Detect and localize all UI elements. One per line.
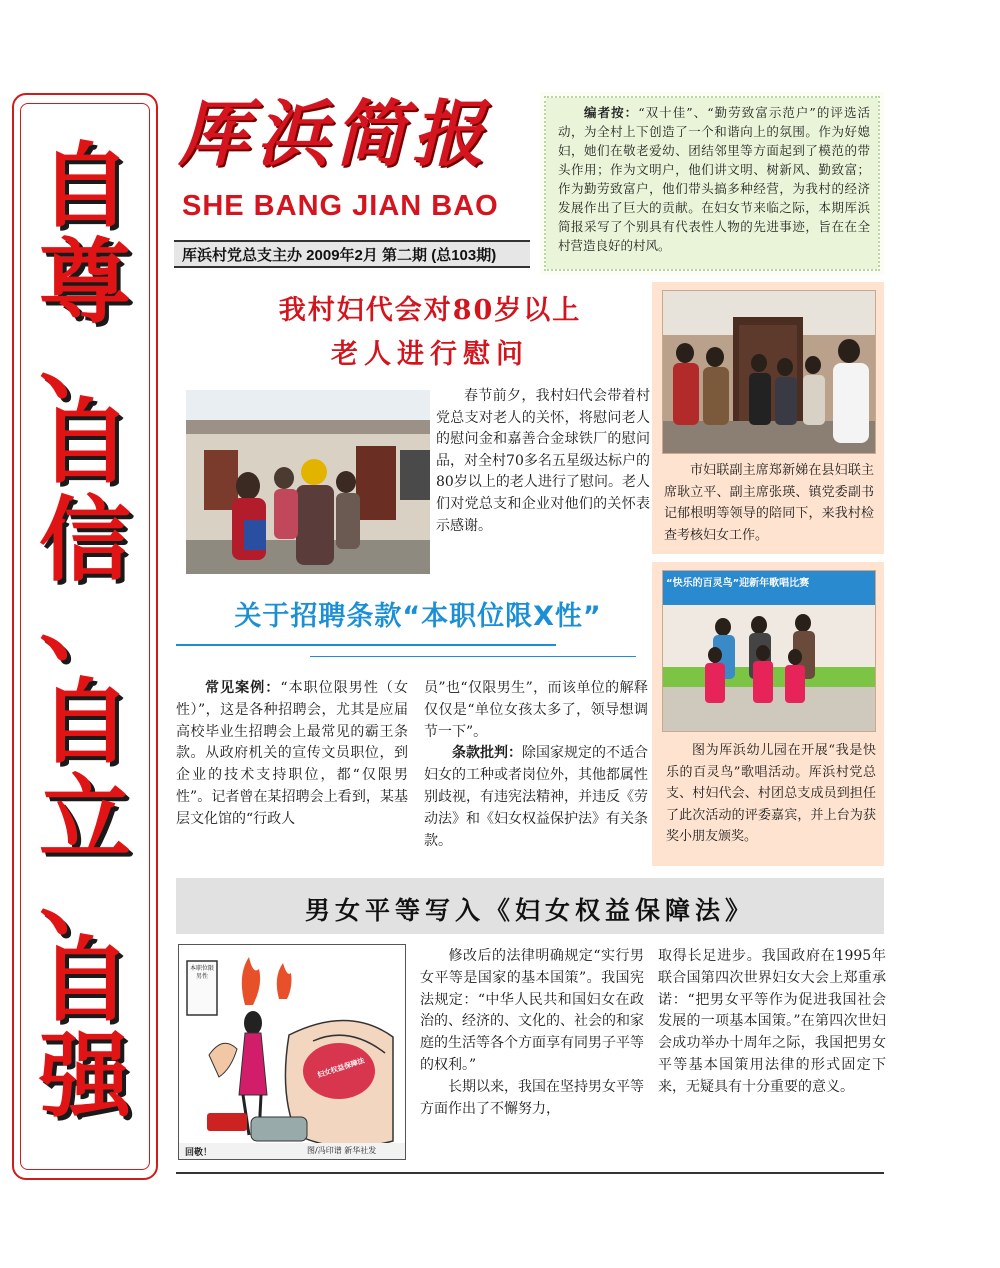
- article1-title-line2: 老人进行慰问: [331, 339, 529, 370]
- motto-char: 、: [38, 840, 131, 948]
- motto-char: 尊: [38, 228, 131, 336]
- motto-char: 自: [38, 388, 131, 496]
- article3-column-right: [658, 946, 886, 1099]
- elderly-visit-photo: [186, 390, 430, 574]
- case-text-part1: “本职位限男性（女性）”，这是各种招聘会，尤其是应届高校毕业生招聘会上最常见的霸王条款。从政府机关的宣传文员职位，到企业的技术支持职位，都“仅限男性”。记者曾在某招聘会上看到，某基层文化馆的“行政人: [176, 680, 408, 827]
- article1-title-line1: 我村妇代会对80岁以上: [278, 295, 582, 326]
- editor-note-label: 编者按：: [583, 105, 639, 120]
- article3-column-left: [420, 946, 644, 1120]
- case-label: 常见案例：: [204, 680, 281, 696]
- cartoon-sign-text: 本职位限男性: [189, 965, 214, 980]
- divider: [176, 644, 556, 646]
- article3-para1: [420, 946, 644, 1077]
- newspaper-title-pinyin: SHE BANG JIAN BAO: [182, 190, 499, 222]
- editor-note: [558, 103, 870, 255]
- inspection-photo: [662, 290, 876, 454]
- article3-para1-text: 修改后的法律明确规定“实行男女平等是国家的基本国策”。我国宪法规定：“中华人民共和国妇女在政治的、经济的、文化的、社会的和家庭的生活等各个方面享有同男子平等的权利。”: [420, 948, 644, 1073]
- motto-char: 、: [38, 566, 131, 674]
- cartoon-hand-text: 妇女权益保障法: [316, 1056, 366, 1080]
- motto-char: 自: [38, 668, 131, 776]
- kindergarten-caption: 图为厍浜幼儿园在开展“我是快乐的百灵鸟”歌唱活动。厍浜村党总支、村妇代会、村团总支成员到担任了此次活动的评委嘉宾，并上台为获奖小朋友颁奖。: [666, 743, 876, 844]
- issue-line: 厍浜村党总支主办 2009年2月 第二期 (总103期): [182, 247, 497, 264]
- article3-para2-text-a: 长期以来，我国在坚持男女平等方面作出了不懈努力，: [420, 1078, 644, 1117]
- motto-char: 自: [38, 926, 131, 1034]
- article2-title: 关于招聘条款“本职位限X性”: [234, 601, 602, 632]
- article2-column-left: [176, 678, 408, 831]
- article3-para2: [420, 1077, 644, 1121]
- article2-column-right: [424, 678, 648, 852]
- inspection-caption: 市妇联副主席郑新娣在县妇联主席耿立平、副主席张瑛、镇党委副书记郁根明等领导的陪同下，来我村检查考核妇女工作。: [664, 463, 874, 543]
- critique-text: 除国家规定的不适合妇女的工种或者岗位外，其他都属性别歧视，有违宪法精神，并违反《劳动法》和《妇女权益保护法》有关条款。: [424, 745, 648, 849]
- critique-label: 条款批判：: [452, 745, 522, 762]
- case-text-part2: 员”也“仅限男生”，而该单位的解释仅仅是“单位女孩太多了，领导想调节一下”。: [424, 680, 648, 740]
- equality-cartoon: [178, 944, 406, 1160]
- cartoon-caption: 回敬！: [185, 1148, 213, 1158]
- motto-char: 自: [38, 132, 131, 240]
- newspaper-title: 厍浜简报: [178, 91, 491, 176]
- motto-char: 强: [38, 1022, 131, 1130]
- kindergarten-photo: [662, 570, 876, 732]
- motto-char: 信: [38, 486, 131, 594]
- bottom-rule: [176, 1172, 884, 1174]
- divider: [310, 656, 636, 657]
- kindergarten-banner-text: “快乐的百灵鸟”迎新年歌唱比赛: [666, 578, 810, 589]
- motto-char: 、: [38, 304, 131, 412]
- editor-note-text: “双十佳”、“勤劳致富示范户”的评选活动，为全村上下创造了一个和谐向上的氛围。作为好媳妇，她们在敬老爱幼、团结邻里等方面起到了模范的带头作用；作为文明户，他们讲文明、树新风、勤致富；作为勤劳致富户，他们带头搞多种经营，为我村的经济发展作出了巨大的贡献。在妇女节来临之际，本期厍浜简报采写了个别具有代表性人物的先进事迹，旨在在全村营造良好的村风。: [558, 105, 870, 253]
- motto-char: 立: [38, 764, 131, 872]
- article3-para2-text-b: 取得长足进步。我国政府在1995年联合国第四次世界妇女大会上郑重承诺：“把男女平等作为促进我国社会发展的一项基本国策。”在第四次世妇会成功举办十周年之际，我国把男女平等基本国策用法律的形式固定下来，无疑具有十分重要的意义。: [658, 948, 886, 1095]
- cartoon-credit: 图/冯印谱 新华社发: [307, 1146, 377, 1155]
- article1-body: 春节前夕，我村妇代会带着村党总支对老人的关怀，将慰问老人的慰问金和嘉善合金球铁厂的慰问品，对全村70多名五星级达标户的80岁以上的老人进行了慰问。老人们对党总支和企业对他们的关怀表示感谢。: [436, 388, 650, 534]
- article3-title: 男女平等写入《妇女权益保障法》: [304, 896, 755, 925]
